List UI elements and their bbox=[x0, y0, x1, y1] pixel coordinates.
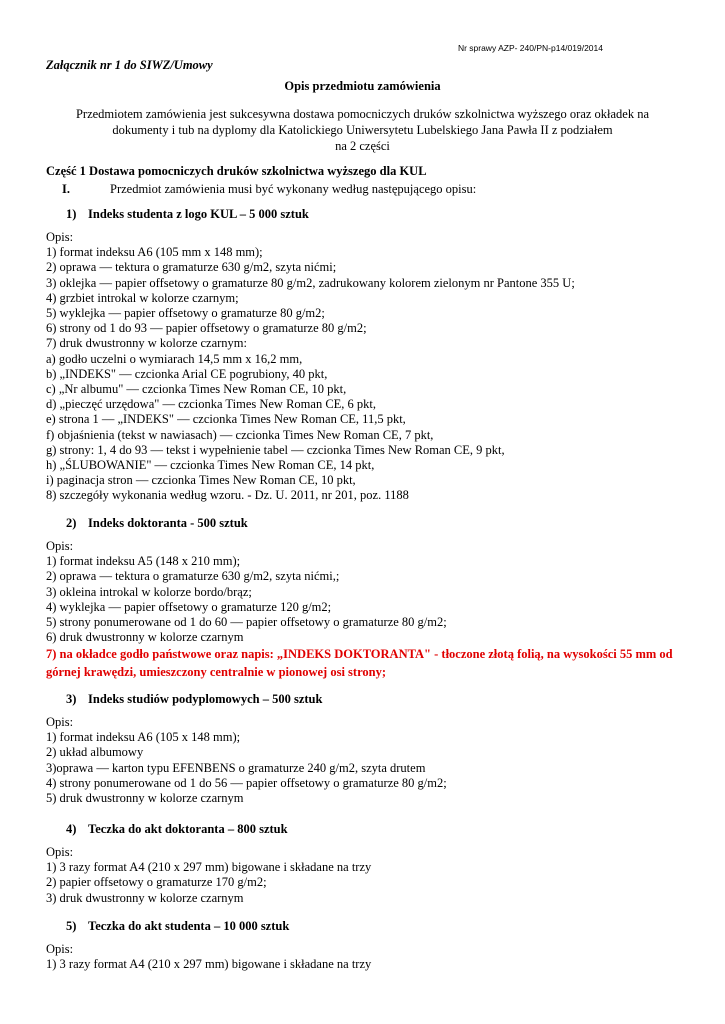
line: 6) druk dwustronny w kolorze czarnym bbox=[46, 630, 244, 645]
line: Opis: bbox=[46, 942, 74, 956]
section-heading: 1) Indeks studenta z logo KUL – 5 000 sztuk bbox=[66, 207, 309, 221]
line: Opis: bbox=[46, 539, 74, 553]
line: Opis: bbox=[46, 230, 74, 244]
line: 5) strony ponumerowane od 1 do 60 — papier offsetowy o gramaturze 80 g/m2; bbox=[46, 615, 447, 630]
line: 5) wyklejka — papier offsetowy o gramaturze 80 g/m2; bbox=[46, 306, 325, 321]
line: b) „INDEKS" — czcionka Arial CE pogrubiony, 40 pkt, bbox=[46, 366, 328, 381]
line: 1) format indeksu A6 (105 mm x 148 mm); bbox=[46, 245, 263, 260]
line: 1) format indeksu A5 (148 x 210 mm); bbox=[46, 554, 241, 569]
section-heading: 5) Teczka do akt studenta – 10 000 sztuk bbox=[66, 919, 290, 933]
section-lines bbox=[46, 230, 575, 504]
line: 3) okleina introkal w kolorze bordo/brąz; bbox=[46, 584, 252, 599]
line: Opis: bbox=[46, 715, 74, 729]
line: 4) wyklejka — papier offsetowy o gramaturze 120 g/m2; bbox=[46, 599, 332, 614]
intro-line: na 2 części bbox=[335, 139, 390, 153]
line: 7) druk dwustronny w kolorze czarnym: bbox=[46, 336, 247, 351]
line: a) godło uczelni o wymiarach 14,5 mm x 16,2 mm, bbox=[46, 351, 303, 366]
line: 1) 3 razy format A4 (210 x 297 mm) bigowane i składane na trzy bbox=[46, 957, 372, 972]
annex-label: Załącznik nr 1 do SIWZ/Umowy bbox=[46, 58, 213, 72]
roman-item bbox=[62, 182, 476, 197]
line: 1) format indeksu A6 (105 x 148 mm); bbox=[46, 730, 241, 745]
line: f) objaśnienia (tekst w nawiasach) — czcionka Times New Roman CE, 7 pkt, bbox=[46, 427, 434, 442]
intro-line: dokumenty i tub na dyplomy dla Katolickiego Uniwersytetu Lubelskiego Jana Pawła II z podziałem bbox=[112, 123, 613, 137]
line: c) „Nr albumu" — czcionka Times New Roman CE, 10 pkt, bbox=[46, 382, 347, 397]
line: h) „ŚLUBOWANIE" — czcionka Times New Roman CE, 14 pkt, bbox=[46, 458, 375, 473]
line: 2) papier offsetowy o gramaturze 170 g/m2; bbox=[46, 875, 267, 890]
line: Opis: bbox=[46, 845, 74, 859]
line: i) paginacja stron — czcionka Times New Roman CE, 10 pkt, bbox=[46, 473, 356, 488]
roman-text: Przedmiot zamówienia musi być wykonany według następującego opisu: bbox=[110, 182, 477, 196]
section-heading: 2) Indeks doktoranta - 500 sztuk bbox=[66, 516, 248, 530]
section-lines bbox=[46, 942, 371, 972]
highlighted-requirement: 7) na okładce godło państwowe oraz napis: „INDEKS DOKTORANTA" - tłoczone złotą folią, na wysokości 55 mm od górnej krawędzi, umieszczony centralnie w pionowej osi strony; bbox=[46, 647, 673, 680]
section-2 bbox=[46, 516, 686, 681]
line: 5) druk dwustronny w kolorze czarnym bbox=[46, 791, 244, 806]
line: 1) 3 razy format A4 (210 x 297 mm) bigowane i składane na trzy bbox=[46, 860, 372, 875]
section-lines bbox=[46, 715, 447, 806]
intro-line: Przedmiotem zamówienia jest sukcesywna dostawa pomocniczych druków szkolnictwa wyższego oraz okładek na bbox=[75, 107, 650, 121]
line: e) strona 1 — „INDEKS" — czcionka Times New Roman CE, 11,5 pkt, bbox=[46, 412, 406, 427]
line: g) strony: 1, 4 do 93 — tekst i wypełnienie tabel — czcionka Times New Roman CE, 9 pkt, bbox=[46, 442, 505, 457]
line: d) „pieczęć urzędowa" — czcionka Times New Roman CE, 6 pkt, bbox=[46, 397, 377, 412]
line: 3)oprawa — karton typu EFENBENS o gramaturze 240 g/m2, szyta drutem bbox=[46, 760, 426, 775]
line: 2) oprawa — tektura o gramaturze 630 g/m2, szyta nićmi; bbox=[46, 260, 337, 275]
line: 6) strony od 1 do 93 — papier offsetowy o gramaturze 80 g/m2; bbox=[46, 321, 367, 336]
line: 8) szczegóły wykonania według wzoru. - Dz. U. 2011, nr 201, poz. 1188 bbox=[46, 488, 409, 503]
roman-number: I. bbox=[62, 182, 70, 196]
section-1 bbox=[46, 207, 575, 504]
line: 4) strony ponumerowane od 1 do 56 — papier offsetowy o gramaturze 80 g/m2; bbox=[46, 775, 447, 790]
section-lines bbox=[46, 539, 686, 681]
section-3 bbox=[46, 692, 447, 806]
case-number: Nr sprawy AZP- 240/PN-p14/019/2014 bbox=[457, 43, 603, 53]
section-4 bbox=[46, 822, 371, 906]
line: 2) oprawa — tektura o gramaturze 630 g/m2, szyta nićmi,; bbox=[46, 569, 340, 584]
line: 3) oklejka — papier offsetowy o gramaturze 80 g/m2, zadrukowany kolorem zielonym nr Pantone 355 U; bbox=[46, 275, 575, 290]
section-heading: 3) Indeks studiów podyplomowych – 500 sztuk bbox=[66, 692, 323, 706]
page-title: Opis przedmiotu zamówienia bbox=[284, 79, 441, 93]
section-lines bbox=[46, 845, 371, 906]
section-heading: 4) Teczka do akt doktoranta – 800 sztuk bbox=[66, 822, 288, 836]
line: 3) druk dwustronny w kolorze czarnym bbox=[46, 890, 244, 905]
intro-paragraph bbox=[60, 106, 665, 154]
section-5 bbox=[46, 919, 371, 972]
line: 2) układ albumowy bbox=[46, 745, 144, 760]
line: 4) grzbiet introkal w kolorze czarnym; bbox=[46, 290, 239, 305]
part-heading: Część 1 Dostawa pomocniczych druków szkolnictwa wyższego dla KUL bbox=[46, 164, 427, 178]
